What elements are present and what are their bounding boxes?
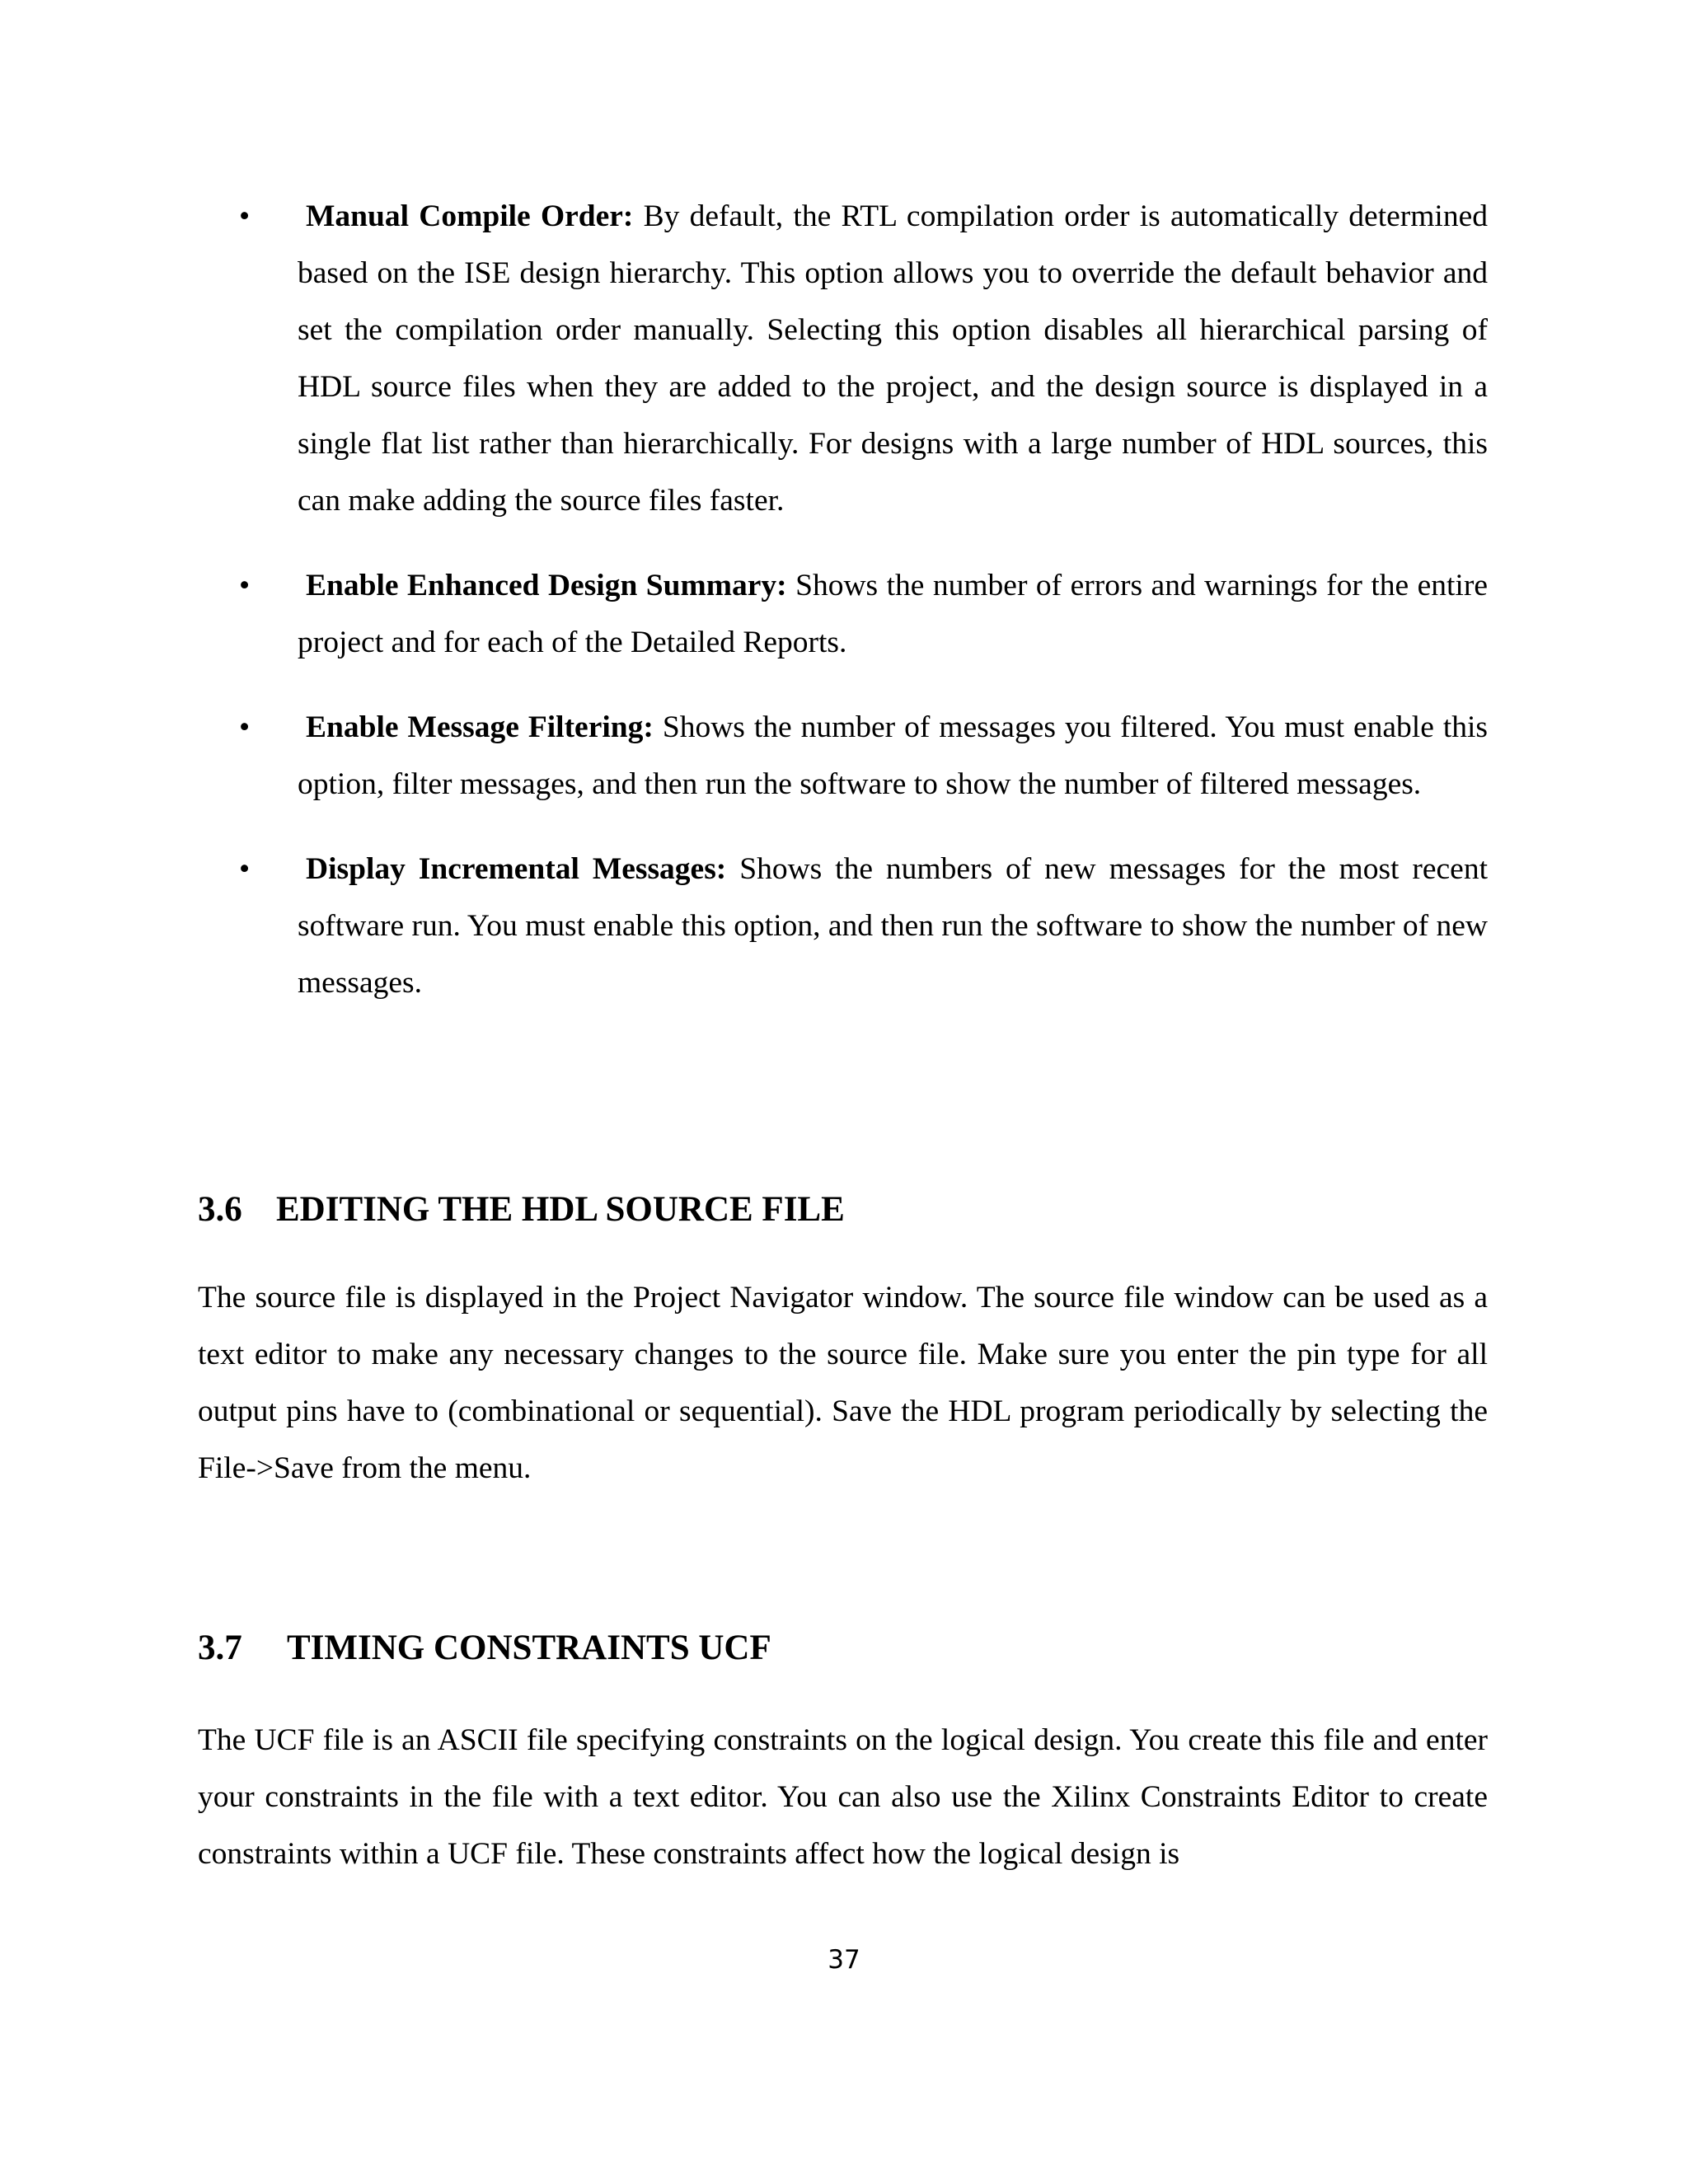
section-body-3-6: The source file is displayed in the Project Navigator window. The source file window can be used as a text editor to make any necessary changes to the source file. Make sure you enter the pin type for all output pins have to (combinational or sequential). Save the HDL program periodically by selecting the File->Save from the menu. (198, 1281, 1488, 1485)
bullet-item-incremental-messages (239, 841, 1488, 1011)
bullet-text: By default, the RTL compilation order is automatically determined based on the ISE design hierarchy. This option allows you to override the default behavior and set the compilation order manually. Selecting this option disables all hierarchical parsing of HDL source files when they are added to the project, and the design source is displayed in a single flat list rather than hierarchically. For designs with a large number of HDL sources, this can make adding the source files faster. (298, 199, 1488, 518)
section-title: TIMING CONSTRAINTS UCF (287, 1629, 771, 1667)
section-number: 3.7 (198, 1629, 242, 1667)
section-heading-3-7 (198, 1624, 771, 1673)
section-heading-3-6 (198, 1185, 845, 1235)
section-body-3-7: The UCF file is an ASCII file specifying constraints on the logical design. You create this file and enter your constraints in the file with a text editor. You can also use the Xilinx Constraints Editor to create constraints within a UCF file. These constraints affect how the logical design is (198, 1723, 1488, 1871)
bullet-title: Manual Compile Order: (306, 199, 634, 233)
bullet-title: Enable Message Filtering: (306, 710, 654, 744)
bullet-title: Display Incremental Messages: (306, 852, 727, 886)
preferences-bullet-list (239, 188, 1488, 1039)
bullet-item-message-filtering (239, 699, 1488, 813)
bullet-item-enhanced-design-summary (239, 557, 1488, 671)
section-number: 3.6 (198, 1190, 242, 1229)
bullet-icon: • (239, 852, 251, 886)
bullet-text: Shows the number of errors and warnings for the entire project and for each of the Detailed Reports. (298, 569, 1488, 659)
bullet-icon: • (239, 199, 251, 233)
section-title: EDITING THE HDL SOURCE FILE (276, 1190, 845, 1229)
page-number: 37 (828, 1945, 860, 1975)
bullet-item-manual-compile-order (239, 188, 1488, 529)
bullet-text: Shows the number of messages you filtered. You must enable this option, filter messages, and then run the software to show the number of filtered messages. (298, 710, 1488, 801)
bullet-icon: • (239, 710, 251, 744)
bullet-text: Shows the numbers of new messages for the most recent software run. You must enable this option, and then run the software to show the number of new messages. (298, 852, 1488, 1000)
bullet-icon: • (239, 569, 251, 602)
bullet-title: Enable Enhanced Design Summary: (306, 569, 787, 602)
